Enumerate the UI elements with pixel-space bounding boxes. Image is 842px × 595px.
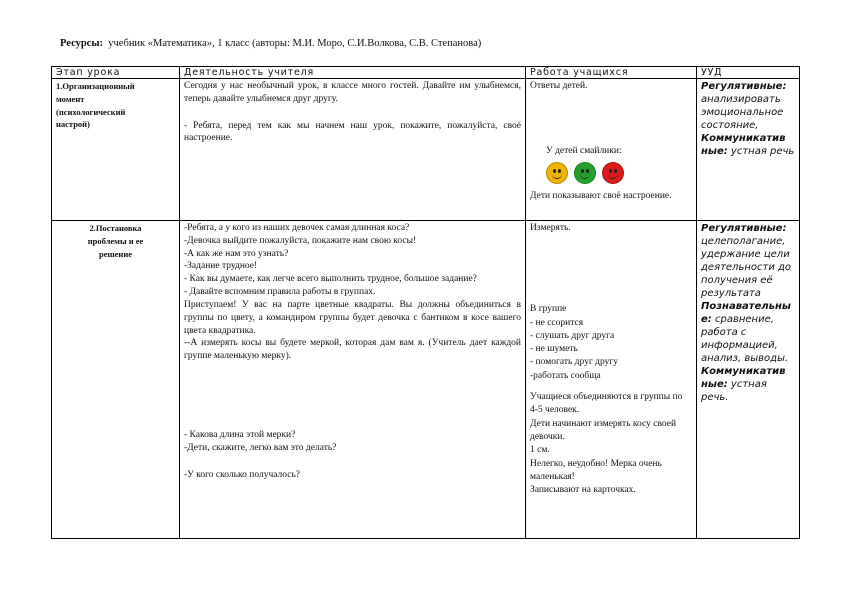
green-smiley-icon: [574, 162, 596, 184]
teacher-cell: [180, 221, 526, 539]
teacher-text: -Дети, скажите, легко вам это делать?: [184, 442, 337, 453]
students-text: Дети показывают своё настроение.: [530, 190, 672, 201]
students-text: У детей смайлики:: [546, 146, 622, 157]
header-teacher: Деятельность учителя: [180, 67, 526, 79]
students-text: Нелегко, неудобно! Мерка очень маленькая!: [530, 458, 662, 482]
uud-cell: [697, 221, 800, 539]
students-text: Ответы детей.: [530, 81, 588, 91]
students-text: - слушать друг друга: [530, 330, 615, 341]
teacher-text: --А измерять косы вы будете меркой, которая дам вам я. (Учитель дает каждой группе маленькую мерку).: [184, 338, 521, 362]
spacer: [184, 106, 521, 120]
students-cell: [526, 79, 697, 221]
uud-heading: Регулятивные:: [701, 223, 787, 234]
teacher-text: - Какова длина этой мерки?: [184, 429, 296, 440]
teacher-text: Сегодня у нас необычный урок, в классе много гостей. Давайте им улыбнемся, теперь давайте улыбнемся друг другу.: [184, 81, 521, 104]
stage-cell: [52, 221, 180, 539]
students-text: Дети начинают измерять косу своей девочки.: [530, 418, 677, 442]
uud-cell: [697, 79, 800, 221]
uud-text: устная речь: [730, 146, 795, 157]
stage-cell: [52, 79, 180, 221]
red-smiley-icon: [602, 162, 624, 184]
table-row: [52, 221, 800, 539]
smileys-group: [546, 162, 692, 184]
teacher-text: Приступаем! У вас на парте цветные квадраты. Вы должны объединиться в группы по цвету, а командиром группы будет девочка с бантиком в косе вашего цвета квадратика.: [184, 299, 521, 336]
teacher-cell: [180, 79, 526, 221]
spacer: [184, 363, 521, 429]
students-text: -работать сообща: [530, 370, 601, 381]
stage-line: момент: [56, 93, 85, 104]
students-text: - не шуметь: [530, 344, 578, 355]
table-row: [52, 79, 800, 221]
spacer: [530, 93, 692, 145]
uud-text: устная речь.: [701, 379, 767, 403]
stage-line: 1.Организационный: [56, 81, 135, 91]
header-students: Работа учащихся: [526, 67, 697, 79]
uud-heading: Коммуникатив ные:: [701, 366, 786, 390]
students-text: В группе: [530, 304, 567, 315]
spacer: [530, 235, 692, 303]
header-uud: УУД: [697, 67, 800, 79]
stage-line: решение: [98, 248, 133, 259]
stage-line: проблемы и ее: [87, 235, 144, 246]
uud-heading: Регулятивные:: [701, 81, 787, 92]
students-text: Записывают на карточках.: [530, 485, 636, 496]
uud-heading: Познавательны е:: [701, 301, 791, 325]
stage-line: 2.Постановка: [89, 223, 142, 233]
teacher-text: -Девочка выйдите пожалуйста, покажите нам свою косы!: [184, 235, 417, 246]
teacher-text: -Задание трудное!: [184, 261, 258, 272]
teacher-text: - Ребята, перед тем как мы начнем наш урок, покажите, пожалуйста, своё настроение.: [184, 120, 521, 144]
teacher-text: -А как же нам это узнать?: [184, 248, 289, 259]
students-cell: [526, 221, 697, 539]
stage-line: настрой): [56, 119, 90, 130]
spacer: [184, 455, 521, 469]
spacer: [530, 383, 692, 391]
stage-line: (психологический: [56, 106, 126, 117]
resources-text: учебник «Математика», 1 класс (авторы: М.И. Моро, С.И.Волкова, С.В. Степанова): [108, 38, 482, 49]
uud-text: сравнение, работа с информацией, анализ, выводы.: [701, 314, 789, 364]
teacher-text: - Давайте вспомним правила работы в группах.: [184, 287, 376, 298]
students-text: - помогать друг другу: [530, 357, 619, 368]
students-text: 1 см.: [530, 445, 550, 456]
teacher-text: -У кого сколько получалось?: [184, 469, 301, 480]
table-header-row: [52, 67, 800, 79]
uud-text: анализировать эмоциональное состояние,: [701, 94, 784, 131]
resources-line: [60, 38, 481, 49]
teacher-text: -Ребята, а у кого из наших девочек самая длинная коса?: [184, 223, 410, 233]
lesson-table: [51, 66, 800, 539]
uud-text: целеполагание, удержание цели деятельности до получения её результата: [701, 236, 792, 299]
students-text: Учащиеся объединяются в группы по 4-5 человек.: [530, 392, 683, 416]
students-text: - не ссорится: [530, 317, 584, 328]
teacher-text: - Как вы думаете, как легче всего выполнить трудное, большое задание?: [184, 274, 477, 285]
students-text: Измерять.: [530, 223, 571, 233]
header-stage: Этап урока: [52, 67, 180, 79]
resources-label: Ресурсы:: [60, 38, 104, 49]
yellow-smiley-icon: [546, 162, 568, 184]
uud-heading: Коммуникатив ные:: [701, 133, 786, 157]
